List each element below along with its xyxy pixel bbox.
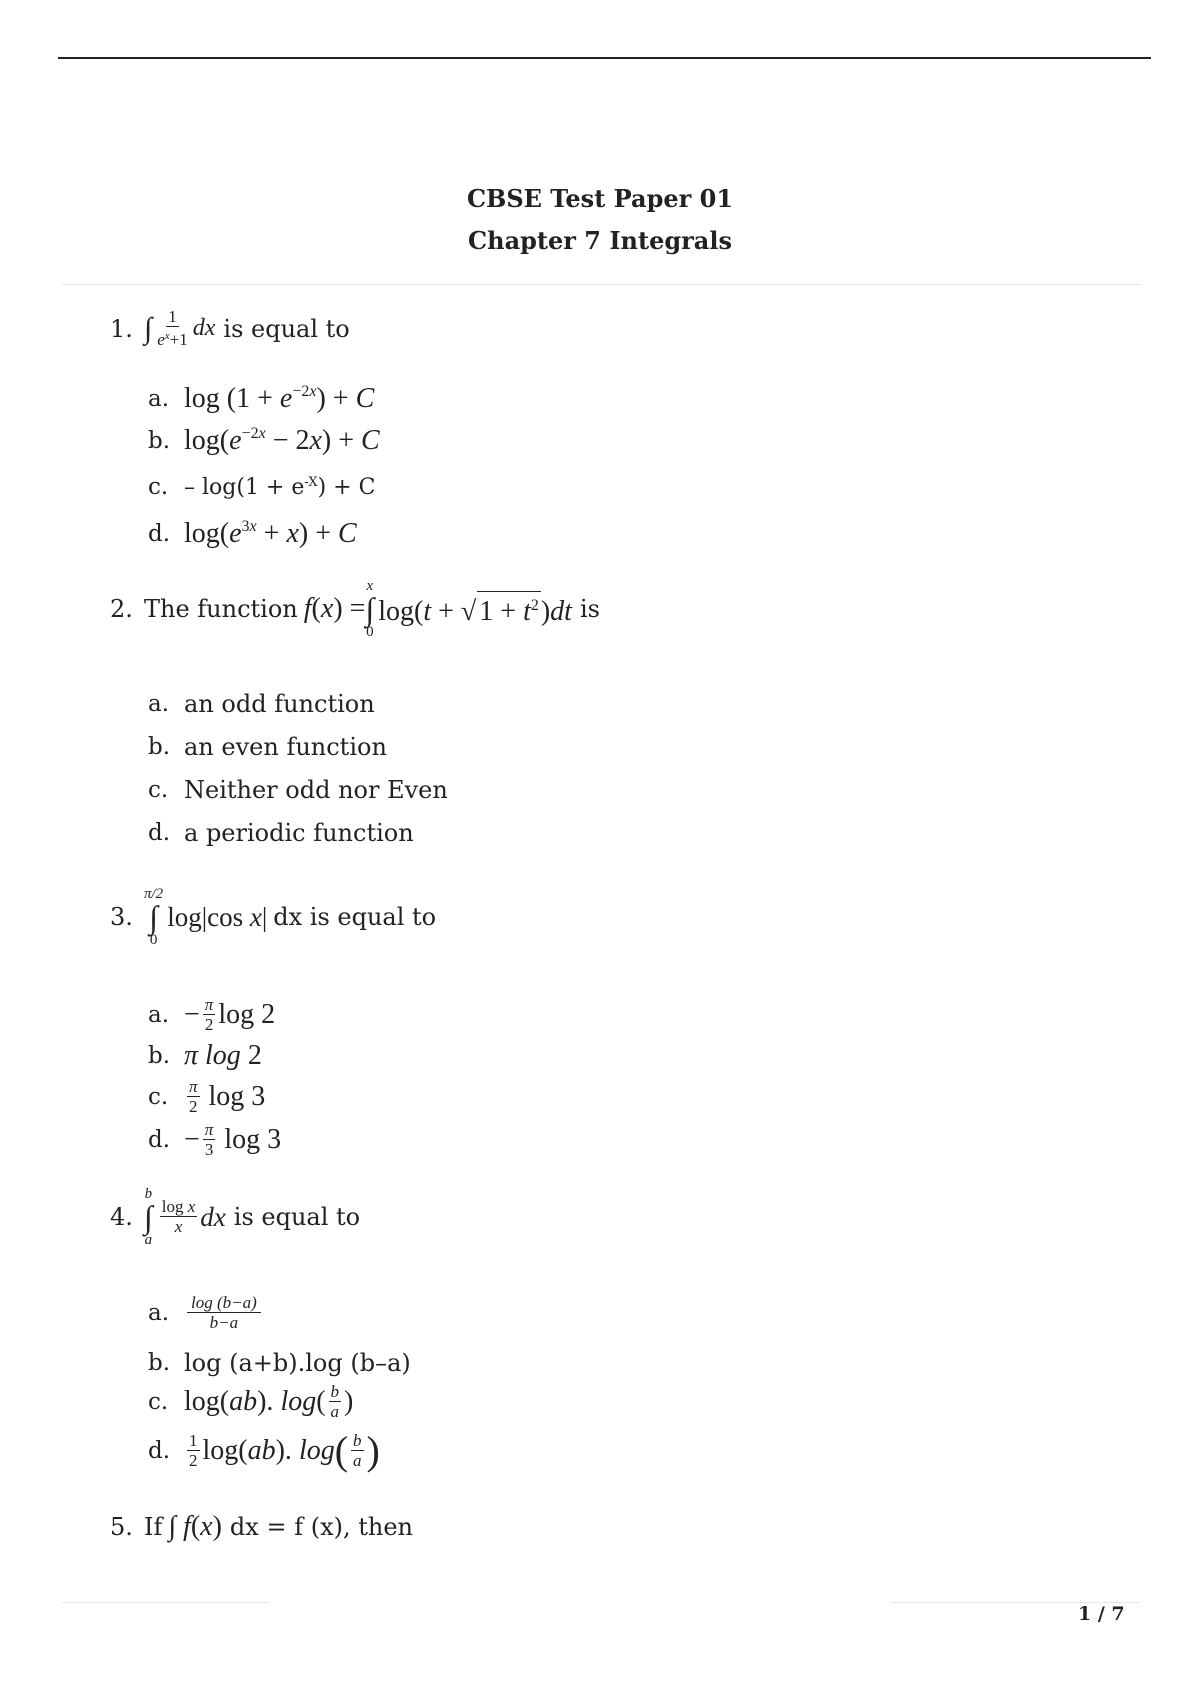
option-4a[interactable]: a. $\frac{\log (b-a)}{b-a}$ bbox=[148, 1294, 264, 1332]
page-number: 1 / 7 bbox=[1078, 1603, 1125, 1625]
definite-integral: π/2 ∫ 0 bbox=[144, 886, 164, 948]
option-2a[interactable]: a. an odd function bbox=[148, 690, 375, 718]
question-2: 2. The function f (x) = x ∫ 0 log(t + √ $1 + t^2)dt$ is bbox=[110, 578, 600, 640]
question-tail: is bbox=[579, 595, 600, 623]
definite-integral: x ∫ 0 bbox=[365, 578, 375, 640]
question-number: 2. bbox=[110, 595, 133, 623]
option-1d[interactable]: d. $\log(e^{3x} + x) + C$ bbox=[148, 518, 357, 549]
definite-integral: b ∫ a bbox=[144, 1186, 153, 1248]
question-number: 5. bbox=[110, 1513, 133, 1541]
option-3d[interactable]: d. − $\frac{\pi}{3}$ log 3 bbox=[148, 1120, 282, 1159]
question-lead: If bbox=[144, 1513, 163, 1541]
option-2b[interactable]: b. an even function bbox=[148, 733, 387, 761]
option-1c[interactable]: c. – $\log(1 + e^{-X}) + C$ bbox=[148, 474, 376, 500]
question-tail: is equal to bbox=[233, 1203, 361, 1231]
question-lead: The function bbox=[144, 595, 298, 623]
header-rule bbox=[62, 284, 1142, 285]
integral-sign: ∫ bbox=[144, 311, 153, 345]
option-2d[interactable]: d. a periodic function bbox=[148, 819, 414, 847]
option-3b[interactable]: b. π log 2 bbox=[148, 1040, 262, 1071]
chapter-title: Chapter 7 Integrals bbox=[468, 226, 732, 255]
option-3a[interactable]: a. − $\frac{\pi}{2}$ log 2 bbox=[148, 995, 276, 1034]
footer-rule-left bbox=[62, 1602, 270, 1603]
question-4: 4. b ∫ a $\frac{\text{log x}}{x}$ dx is equal to bbox=[110, 1186, 361, 1248]
question-number: 3. bbox=[110, 903, 133, 931]
question-5: 5. If ∫ f(x) dx = f (x), then bbox=[110, 1511, 413, 1542]
option-3c[interactable]: c. $\frac{\pi}{2}$ log 3 bbox=[148, 1077, 266, 1116]
question-number: 4. bbox=[110, 1203, 133, 1231]
paper-header bbox=[0, 178, 1200, 262]
option-4d[interactable]: d. $\frac{1}{2}$ log(ab). log ( $\frac{b}{a}$ ) bbox=[148, 1428, 380, 1473]
question-3: 3. π/2 ∫ 0 log|cos x| dx is equal to bbox=[110, 886, 437, 948]
paper-title: CBSE Test Paper 01 bbox=[466, 184, 734, 213]
question-tail: is equal to bbox=[223, 314, 350, 343]
question-number: 1. bbox=[110, 314, 133, 343]
top-rule bbox=[58, 57, 1151, 59]
option-1b[interactable]: b. $\log(e^{-2x} - 2x) + C$ bbox=[148, 425, 380, 456]
option-2c[interactable]: c. Neither odd nor Even bbox=[148, 776, 448, 804]
option-4c[interactable]: c. log(ab). log( $\frac{b}{a}$ ) bbox=[148, 1382, 354, 1421]
question-tail: dx = f (x), then bbox=[229, 1513, 413, 1541]
option-4b[interactable]: b. log (a+b).log (b–a) bbox=[148, 1349, 411, 1377]
question-1: 1. ∫ $\frac{1}{e^x+1}$ dx is equal to bbox=[110, 307, 350, 349]
question-tail: dx is equal to bbox=[273, 903, 437, 931]
option-1a[interactable]: a. $\log (1 + e^{-2x}) + C$ bbox=[148, 383, 375, 414]
fraction: $\frac{1}{e^x+1}$ bbox=[157, 307, 188, 349]
